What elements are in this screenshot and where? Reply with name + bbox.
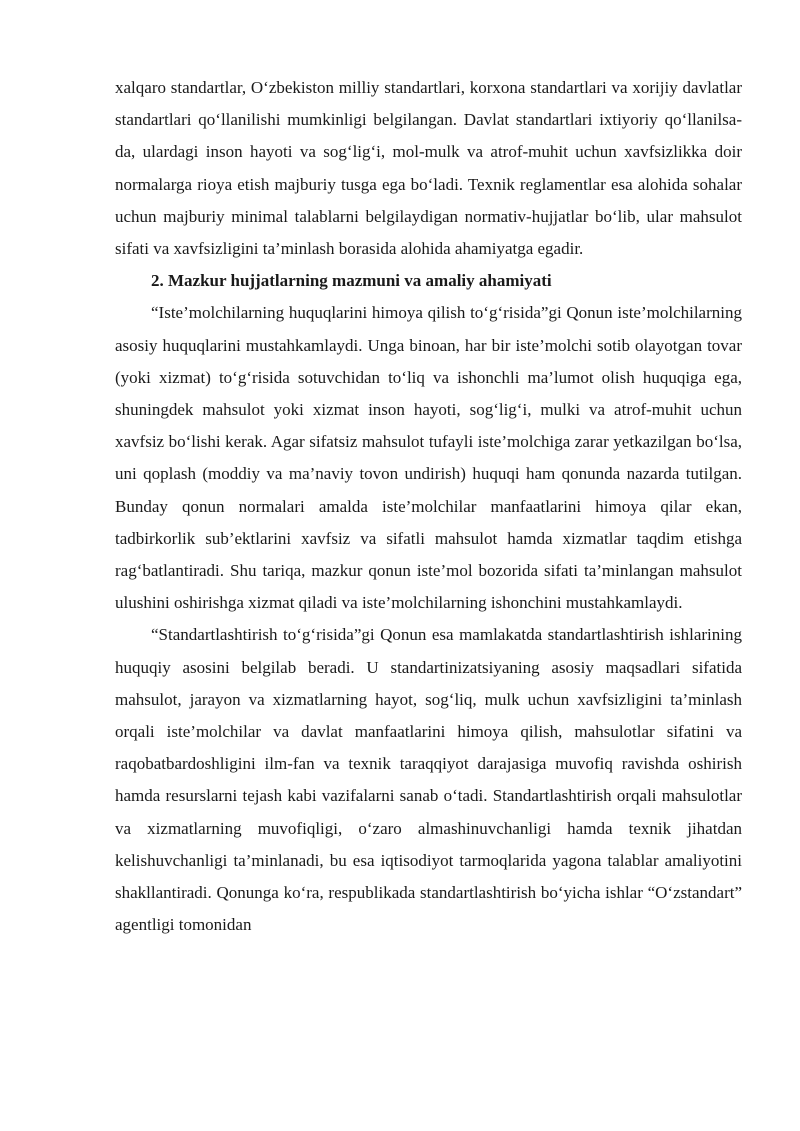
- section-heading: 2. Mazkur hujjatlarning mazmuni va amaliy ahamiyati: [151, 271, 552, 291]
- document-page: [115, 72, 742, 941]
- paragraph-consumer-rights-law: “Iste’molchilarning huquqlarini himoya qilish to‘g‘risida”gi Qonun iste’molchilarning asosiy huquqlarini mustahkamlaydi. Unga binoan, har bir iste’molchi sotib olayotgan tovar (yoki xizmat) to‘g‘risida sotuvchidan to‘liq va ishonchli ma’lumot olish huquqiga ega, shuningdek mahsulot yoki xizmat inson hayoti, sog‘lig‘i, mulki va atrof-muhit uchun xavfsiz bo‘lishi kerak. Agar sifatsiz mahsulot tufayli iste’molchiga zarar yetkazilgan bo‘lsa, uni qoplash (moddiy va ma’naviy tovon undirish) huquqi ham qonunda nazarda tutilgan. Bunday qonun normalari amalda iste’molchilar manfaatlarini himoya qilar ekan, tadbirkorlik sub’ektlarini xavfsiz va sifatli mahsulot hamda xizmatlar taqdim etishga rag‘batlantiradi. Shu tariqa, mazkur qonun iste’mol bozorida sifati ta’minlangan mahsulot ulushini oshirishga xizmat qiladi va iste’molchilarning ishonchini mustahkamlaydi.: [115, 303, 742, 613]
- paragraph-continuation: xalqaro standartlar, O‘zbekiston milliy standartlari, korxona standartlari va xorijiy davlatlar standartlari qo‘llanilishi mumkinligi belgilangan. Davlat standartlari ixtiyoriy qo‘llanilsa-da, ulardagi inson hayoti va sog‘lig‘i, mol-mulk va atrof-muhit uchun xavfsizlikka doir normalarga rioya etish majburiy tusga ega bo‘ladi. Texnik reglamentlar esa alohida sohalar uchun majburiy minimal talablarni belgilaydigan normativ-hujjatlar bo‘lib, ular mahsulot sifati va xavfsizligini ta’minlash borasida alohida ahamiyatga egadir.: [115, 78, 742, 259]
- paragraph-standardization-law: “Standartlashtirish to‘g‘risida”gi Qonun esa mamlakatda standartlashtirish ishlarining huquqiy asosini belgilab beradi. U standartinizatsiyaning asosiy maqsadlari sifatida mahsulot, jarayon va xizmatlarning hayot, sog‘liq, mulk uchun xavfsizligini ta’minlash orqali iste’molchilar va davlat manfaatlarini himoya qilish, mahsulotlar sifatini va raqobatbardoshligini ilm-fan va texnik taraqqiyot darajasiga muvofiq ravishda oshirish hamda resurslarni tejash kabi vazifalarni sanab o‘tadi. Standartlashtirish orqali mahsulotlar va xizmatlarning muvofiqligi, o‘zaro almashinuvchanligi hamda texnik jihatdan kelishuvchanligi ta’minlanadi, bu esa iqtisodiyot tarmoqlarida yagona talablar amaliyotini shakllantiradi. Qonunga ko‘ra, respublikada standartlashtirish bo‘yicha ishlar “O‘zstandart” agentligi tomonidan: [115, 625, 742, 935]
